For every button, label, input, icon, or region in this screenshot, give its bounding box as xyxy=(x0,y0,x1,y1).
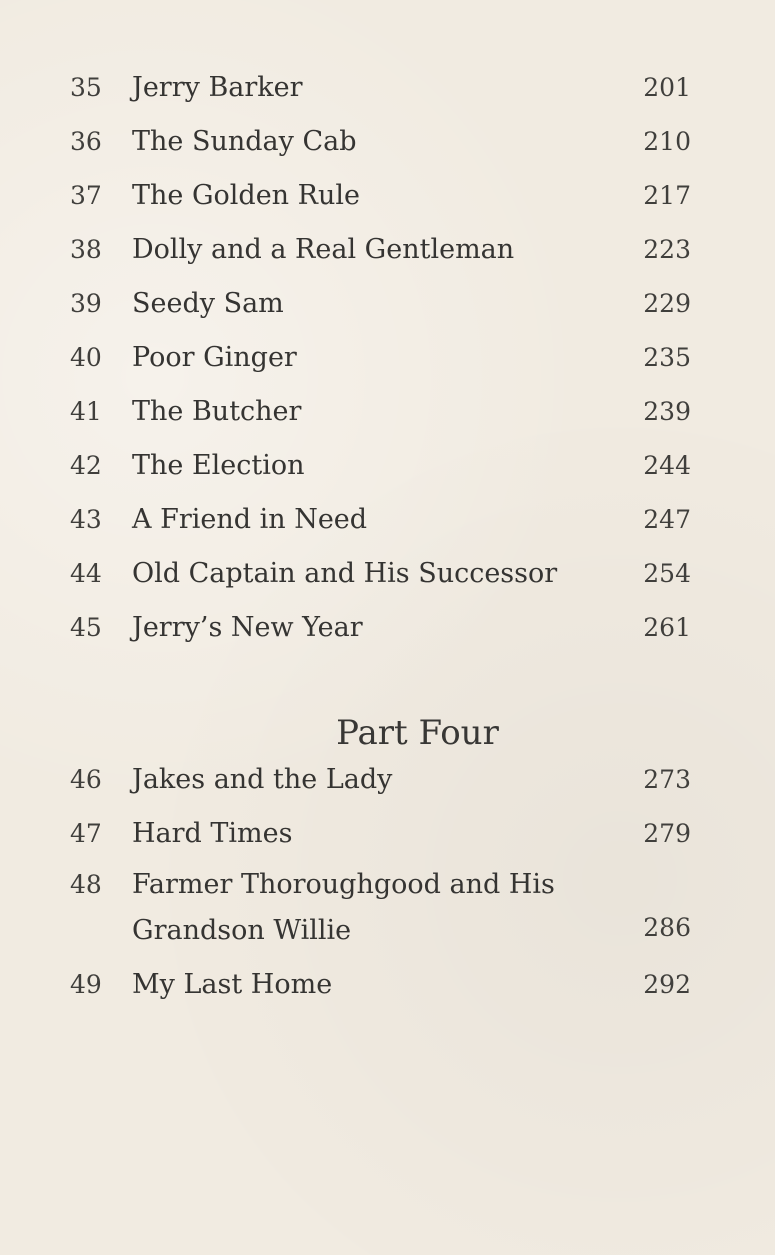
chapter-page: 261 xyxy=(643,613,691,642)
toc-entry-38 xyxy=(0,230,775,270)
chapter-number: 49 xyxy=(70,970,102,999)
chapter-title: Poor Ginger xyxy=(132,342,297,373)
chapter-title: Hard Times xyxy=(132,818,293,849)
chapter-title: The Butcher xyxy=(132,396,302,427)
chapter-number: 36 xyxy=(70,127,102,156)
chapter-title: A Friend in Need xyxy=(132,504,368,535)
chapter-number: 38 xyxy=(70,235,102,264)
toc-entry-44 xyxy=(0,554,775,594)
chapter-page: 279 xyxy=(643,819,691,848)
chapter-number: 39 xyxy=(70,289,102,318)
toc-entry-39 xyxy=(0,284,775,324)
toc-entry-49 xyxy=(0,965,775,1005)
chapter-title: My Last Home xyxy=(132,969,333,1000)
chapter-page: 239 xyxy=(643,397,691,426)
chapter-page: 254 xyxy=(643,559,691,588)
toc-entry-43 xyxy=(0,500,775,540)
part-heading: Part Four xyxy=(336,713,499,753)
chapter-title: Jerry Barker xyxy=(132,72,303,103)
chapter-number: 41 xyxy=(70,397,102,426)
chapter-page: 235 xyxy=(643,343,691,372)
chapter-page: 286 xyxy=(643,913,691,942)
toc-entry-41 xyxy=(0,392,775,432)
toc-entry-46 xyxy=(0,760,775,800)
chapter-number: 42 xyxy=(70,451,102,480)
chapter-number: 37 xyxy=(70,181,102,210)
chapter-number: 48 xyxy=(70,870,102,899)
chapter-number: 44 xyxy=(70,559,102,588)
chapter-title: Jerry’s New Year xyxy=(132,612,363,643)
chapter-number: 46 xyxy=(70,765,102,794)
toc-entry-47 xyxy=(0,814,775,854)
toc-entry-37 xyxy=(0,176,775,216)
chapter-page: 217 xyxy=(643,181,691,210)
chapter-title: Seedy Sam xyxy=(132,288,284,319)
chapter-page: 210 xyxy=(643,127,691,156)
chapter-title: The Golden Rule xyxy=(132,180,360,211)
chapter-page: 273 xyxy=(643,765,691,794)
chapter-page: 229 xyxy=(643,289,691,318)
toc-entry-45 xyxy=(0,608,775,648)
chapter-number: 40 xyxy=(70,343,102,372)
toc-entry-42 xyxy=(0,446,775,486)
chapter-number: 47 xyxy=(70,819,102,848)
chapter-number: 45 xyxy=(70,613,102,642)
chapter-title: The Election xyxy=(132,450,305,481)
chapter-page: 247 xyxy=(643,505,691,534)
chapter-title: The Sunday Cab xyxy=(132,126,357,157)
toc-entry-35 xyxy=(0,68,775,108)
chapter-page: 201 xyxy=(643,73,691,102)
chapter-page: 292 xyxy=(643,970,691,999)
chapter-title: Jakes and the Lady xyxy=(132,764,393,795)
chapter-page: 244 xyxy=(643,451,691,480)
chapter-page: 223 xyxy=(643,235,691,264)
chapter-title-line-2: Grandson Willie xyxy=(132,915,352,946)
chapter-number: 43 xyxy=(70,505,102,534)
chapter-title: Dolly and a Real Gentleman xyxy=(132,234,515,265)
chapter-number: 35 xyxy=(70,73,102,102)
toc-entry-48 xyxy=(0,862,775,956)
chapter-title-line-1: Farmer Thoroughgood and His xyxy=(132,869,555,900)
toc-entry-36 xyxy=(0,122,775,162)
toc-entry-40 xyxy=(0,338,775,378)
chapter-title: Old Captain and His Successor xyxy=(132,558,558,589)
